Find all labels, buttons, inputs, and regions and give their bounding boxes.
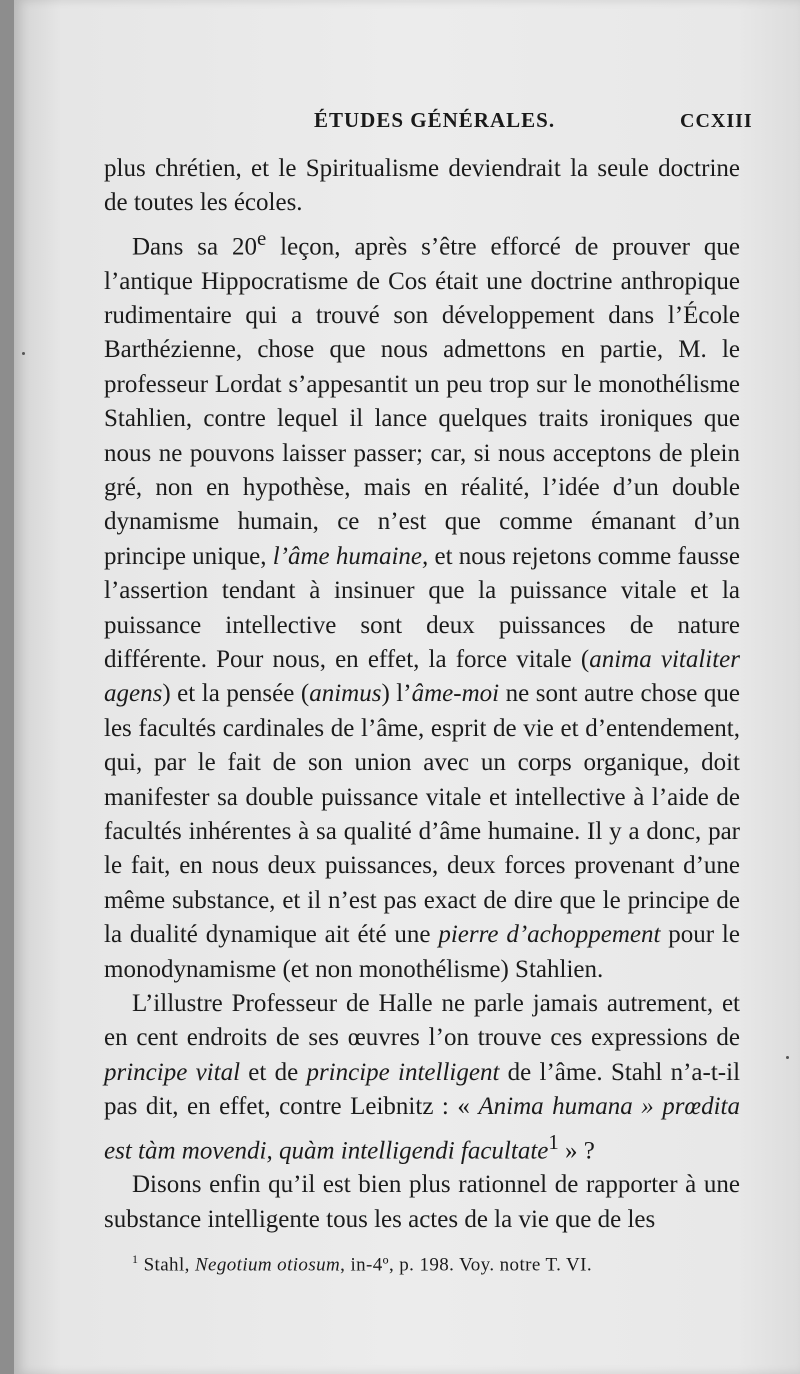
text-run: de l’âme. Stahl n’a-t-il pas dit, en effet, contre Leibnitz : « bbox=[104, 1058, 741, 1121]
text-run: Dans sa 20 bbox=[132, 233, 258, 261]
italic-phrase: anima vitaliter agens bbox=[104, 646, 740, 708]
paper-speck bbox=[786, 1056, 789, 1059]
text-run: plus chrétien, et le Spiritualisme deviendrait la seule doctrine de toutes les écoles. bbox=[104, 155, 740, 217]
paragraph bbox=[104, 221, 740, 987]
footnote-author: Stahl, bbox=[143, 1254, 190, 1276]
text-run: et de bbox=[240, 1058, 307, 1086]
text-run: ) et la pensée ( bbox=[162, 680, 310, 708]
superscript: e bbox=[257, 225, 267, 250]
paragraph bbox=[104, 987, 740, 1168]
body-text bbox=[104, 152, 740, 1237]
italic-phrase: âme-moi bbox=[411, 680, 500, 708]
footnote-rest: , in-4º, p. 198. Voy. notre T. VI. bbox=[340, 1254, 593, 1276]
page-number: CCXIII bbox=[680, 110, 753, 132]
running-title: ÉTUDES GÉNÉRALES. bbox=[314, 108, 556, 132]
text-run: L’illustre Professeur de Halle ne parle jamais autrement, et en cent endroits de ses œuvres l’on trouve ces expressions de bbox=[104, 990, 740, 1052]
italic-phrase: principe intelligent bbox=[306, 1058, 500, 1086]
text-run: ) l’ bbox=[381, 680, 412, 708]
italic-phrase: animus bbox=[309, 680, 382, 708]
text-run: » ? bbox=[558, 1137, 595, 1165]
footnote-marker: 1 bbox=[132, 1252, 139, 1266]
footnote-title: Negotium otiosum bbox=[194, 1254, 341, 1276]
superscript: 1 bbox=[548, 1129, 559, 1154]
text-run: leçon, après s’être efforcé de prouver que l’antique Hippocratisme de Cos était une doctrine anthropique rudimentaire qui a trouvé son développement dans l’École Barthézienne, chose que nous admettons en partie, M. le professeur Lordat s’appesantit un peu trop sur le monothélisme Stahlien, contre lequel il lance quelques traits ironiques que nous ne pouvons laisser passer; car, si nous acceptons de plein gré, non en hypothèse, mais en réalité, l’idée d’un double dynamisme humain, ce n’est que comme émanant d’un principe unique, bbox=[104, 233, 740, 570]
italic-phrase: pierre d’achoppement bbox=[438, 921, 661, 949]
paragraph bbox=[104, 152, 740, 221]
italic-phrase: principe vital bbox=[104, 1058, 241, 1086]
book-page bbox=[14, 0, 800, 1374]
italic-phrase: l’âme humaine, bbox=[272, 542, 429, 570]
text-run: pour le monodynamisme (et non monothélisme) Stahlien. bbox=[104, 921, 740, 983]
italic-phrase: Anima humana » prœdita est tàm movendi, quàm intelligendi facultate bbox=[104, 1093, 740, 1165]
page-header bbox=[14, 108, 800, 138]
text-run: Disons enfin qu’il est bien plus rationnel de rapporter à une substance intelligente tous les actes de la vie que de les bbox=[104, 1171, 740, 1233]
paragraph bbox=[104, 1168, 740, 1237]
paper-speck bbox=[22, 352, 25, 355]
text-run: ne sont autre chose que les facultés cardinales de l’âme, esprit de vie et d’entendement, qui, par le fait de son union avec un corps organique, doit manifester sa double puissance vitale et intellective à l’aide de facultés inhérentes à sa qualité d’âme humaine. Il y a donc, par le fait, en nous deux puissances, deux forces provenant d’une même substance, et il n’est pas exact de dire que le principe de la dualité dynamique ait été une bbox=[104, 680, 740, 949]
text-run: et nous rejetons comme fausse l’assertion tendant à insinuer que la puissance vitale et la puissance intellective sont deux puissances de nature différente. Pour nous, en effet, la force vitale ( bbox=[104, 542, 740, 674]
footnote bbox=[132, 1252, 592, 1276]
